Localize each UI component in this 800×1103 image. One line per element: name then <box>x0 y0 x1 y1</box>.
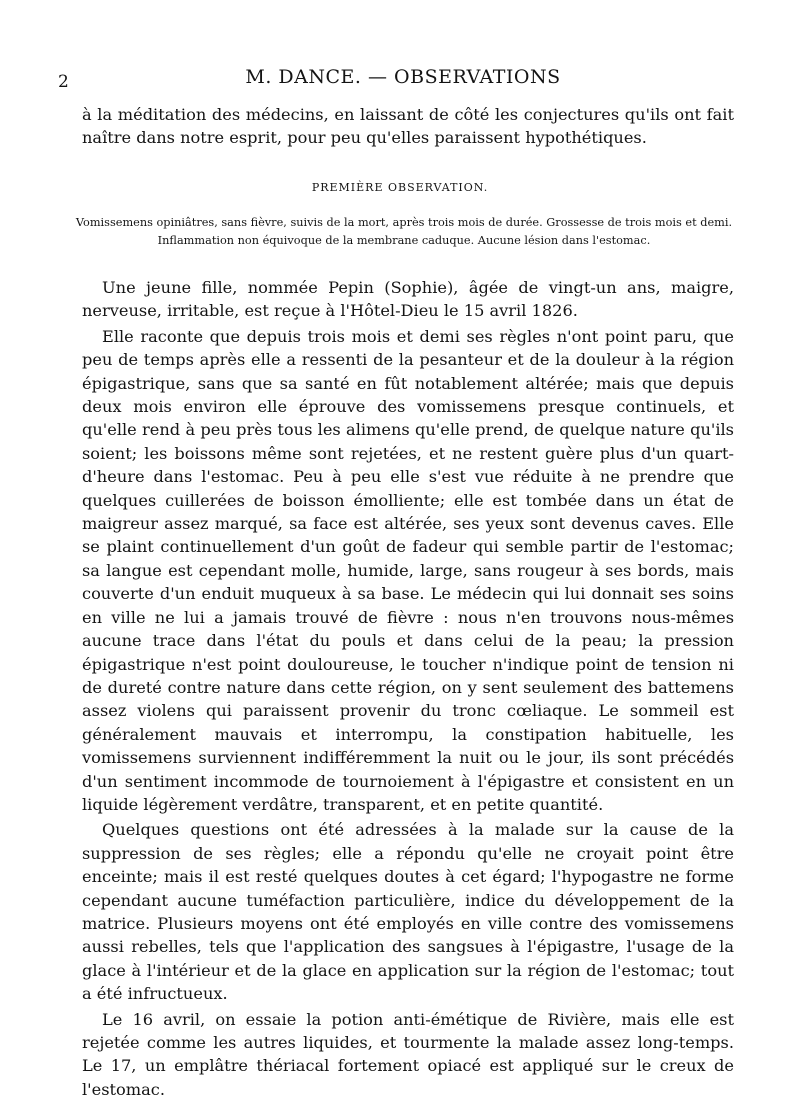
paragraph-1: Une jeune fille, nommée Pepin (Sophie), âgée de vingt-un ans, maigre, nerveuse, irritable, est reçue à l'Hôtel-Dieu le 15 avril 1826. <box>82 278 734 321</box>
page-number: 2 <box>58 72 69 92</box>
page-header <box>58 66 748 96</box>
paragraph-2: Elle raconte que depuis trois mois et demi ses règles n'ont point paru, que peu de temps après elle a ressenti de la pesanteur et de la douleur à la région épigastrique, sans que sa santé en fût notablement altérée; mais que depuis deux mois environ elle éprouve des vomissemens presque continuels, et qu'elle rend à peu près tous les alimens qu'elle prend, de quelque nature qu'ils soient; les boissons même sont rejetées, et ne restent guère plus d'un quart-d'heure dans l'estomac. Peu à peu elle s'est vue réduite à ne prendre que quelques cuillerées de boisson émolliente; elle est tombée dans un état de maigreur assez marqué, sa face est altérée, ses yeux sont devenus caves. Elle se plaint continuellement d'un goût de fadeur qui semble partir de l'estomac; sa langue est cependant molle, humide, large, sans rougeur à ses bords, mais couverte d'un enduit muqueux à sa base. Le médecin qui lui donnait ses soins en ville ne lui a jamais trouvé de fièvre : nous n'en trouvons nous-mêmes aucune trace dans l'état du pouls et dans celui de la peau; la pression épigastrique n'est point douloureuse, le toucher n'indique point de tension ni de dureté contre nature dans cette région, on y sent seulement des battemens assez violens qui paraissent provenir du tronc cœliaque. Le sommeil est généralement mauvais et interrompu, la constipation habituelle, les vomissemens surviennent indifféremment la nuit ou le jour, ils sont précédés d'un sentiment incommode de tournoiement à l'épigastre et consistent en un liquide légèrement verdâtre, transparent, et en petite quantité. <box>82 326 734 814</box>
observation-body <box>82 276 734 1103</box>
intro-paragraph <box>82 103 734 150</box>
intro-text: à la méditation des médecins, en laissant de côté les conjectures qu'ils ont fait naître dans notre esprit, pour peu qu'elles paraissent hypothétiques. <box>82 105 734 148</box>
paragraph-4: Le 16 avril, on essaie la potion anti-émétique de Rivière, mais elle est rejetée comme les autres liquides, et tourmente la malade assez long-temps. Le 17, un emplâtre thériacal fortement opiacé est appliqué sur le creux de l'estomac. <box>82 1009 734 1099</box>
section-heading: PREMIÈRE OBSERVATION. <box>311 181 489 194</box>
summary-line-1: Vomissemens opiniâtres, sans fièvre, suivis de la mort, après trois mois de durée. Grossesse de trois mois et demi. <box>75 216 733 229</box>
observation-summary <box>68 214 740 250</box>
running-title: M. DANCE. — OBSERVATIONS <box>245 66 561 88</box>
paragraph-3: Quelques questions ont été adressées à la malade sur la cause de la suppression de ses règles; elle a répondu qu'elle ne croyait point être enceinte; mais il est resté quelques doutes à cet égard; l'hypogastre ne forme cependant aucune tuméfaction particulière, indice du développement de la matrice. Plusieurs moyens ont été employés en ville contre des vomissemens aussi rebelles, tels que l'application des sangsues à l'épigastre, l'usage de la glace à l'intérieur et de la glace en application sur la région de l'estomac; tout a été infructueux. <box>82 820 734 1004</box>
summary-line-2: Inflammation non équivoque de la membrane caduque. Aucune lésion dans l'estomac. <box>157 234 651 247</box>
